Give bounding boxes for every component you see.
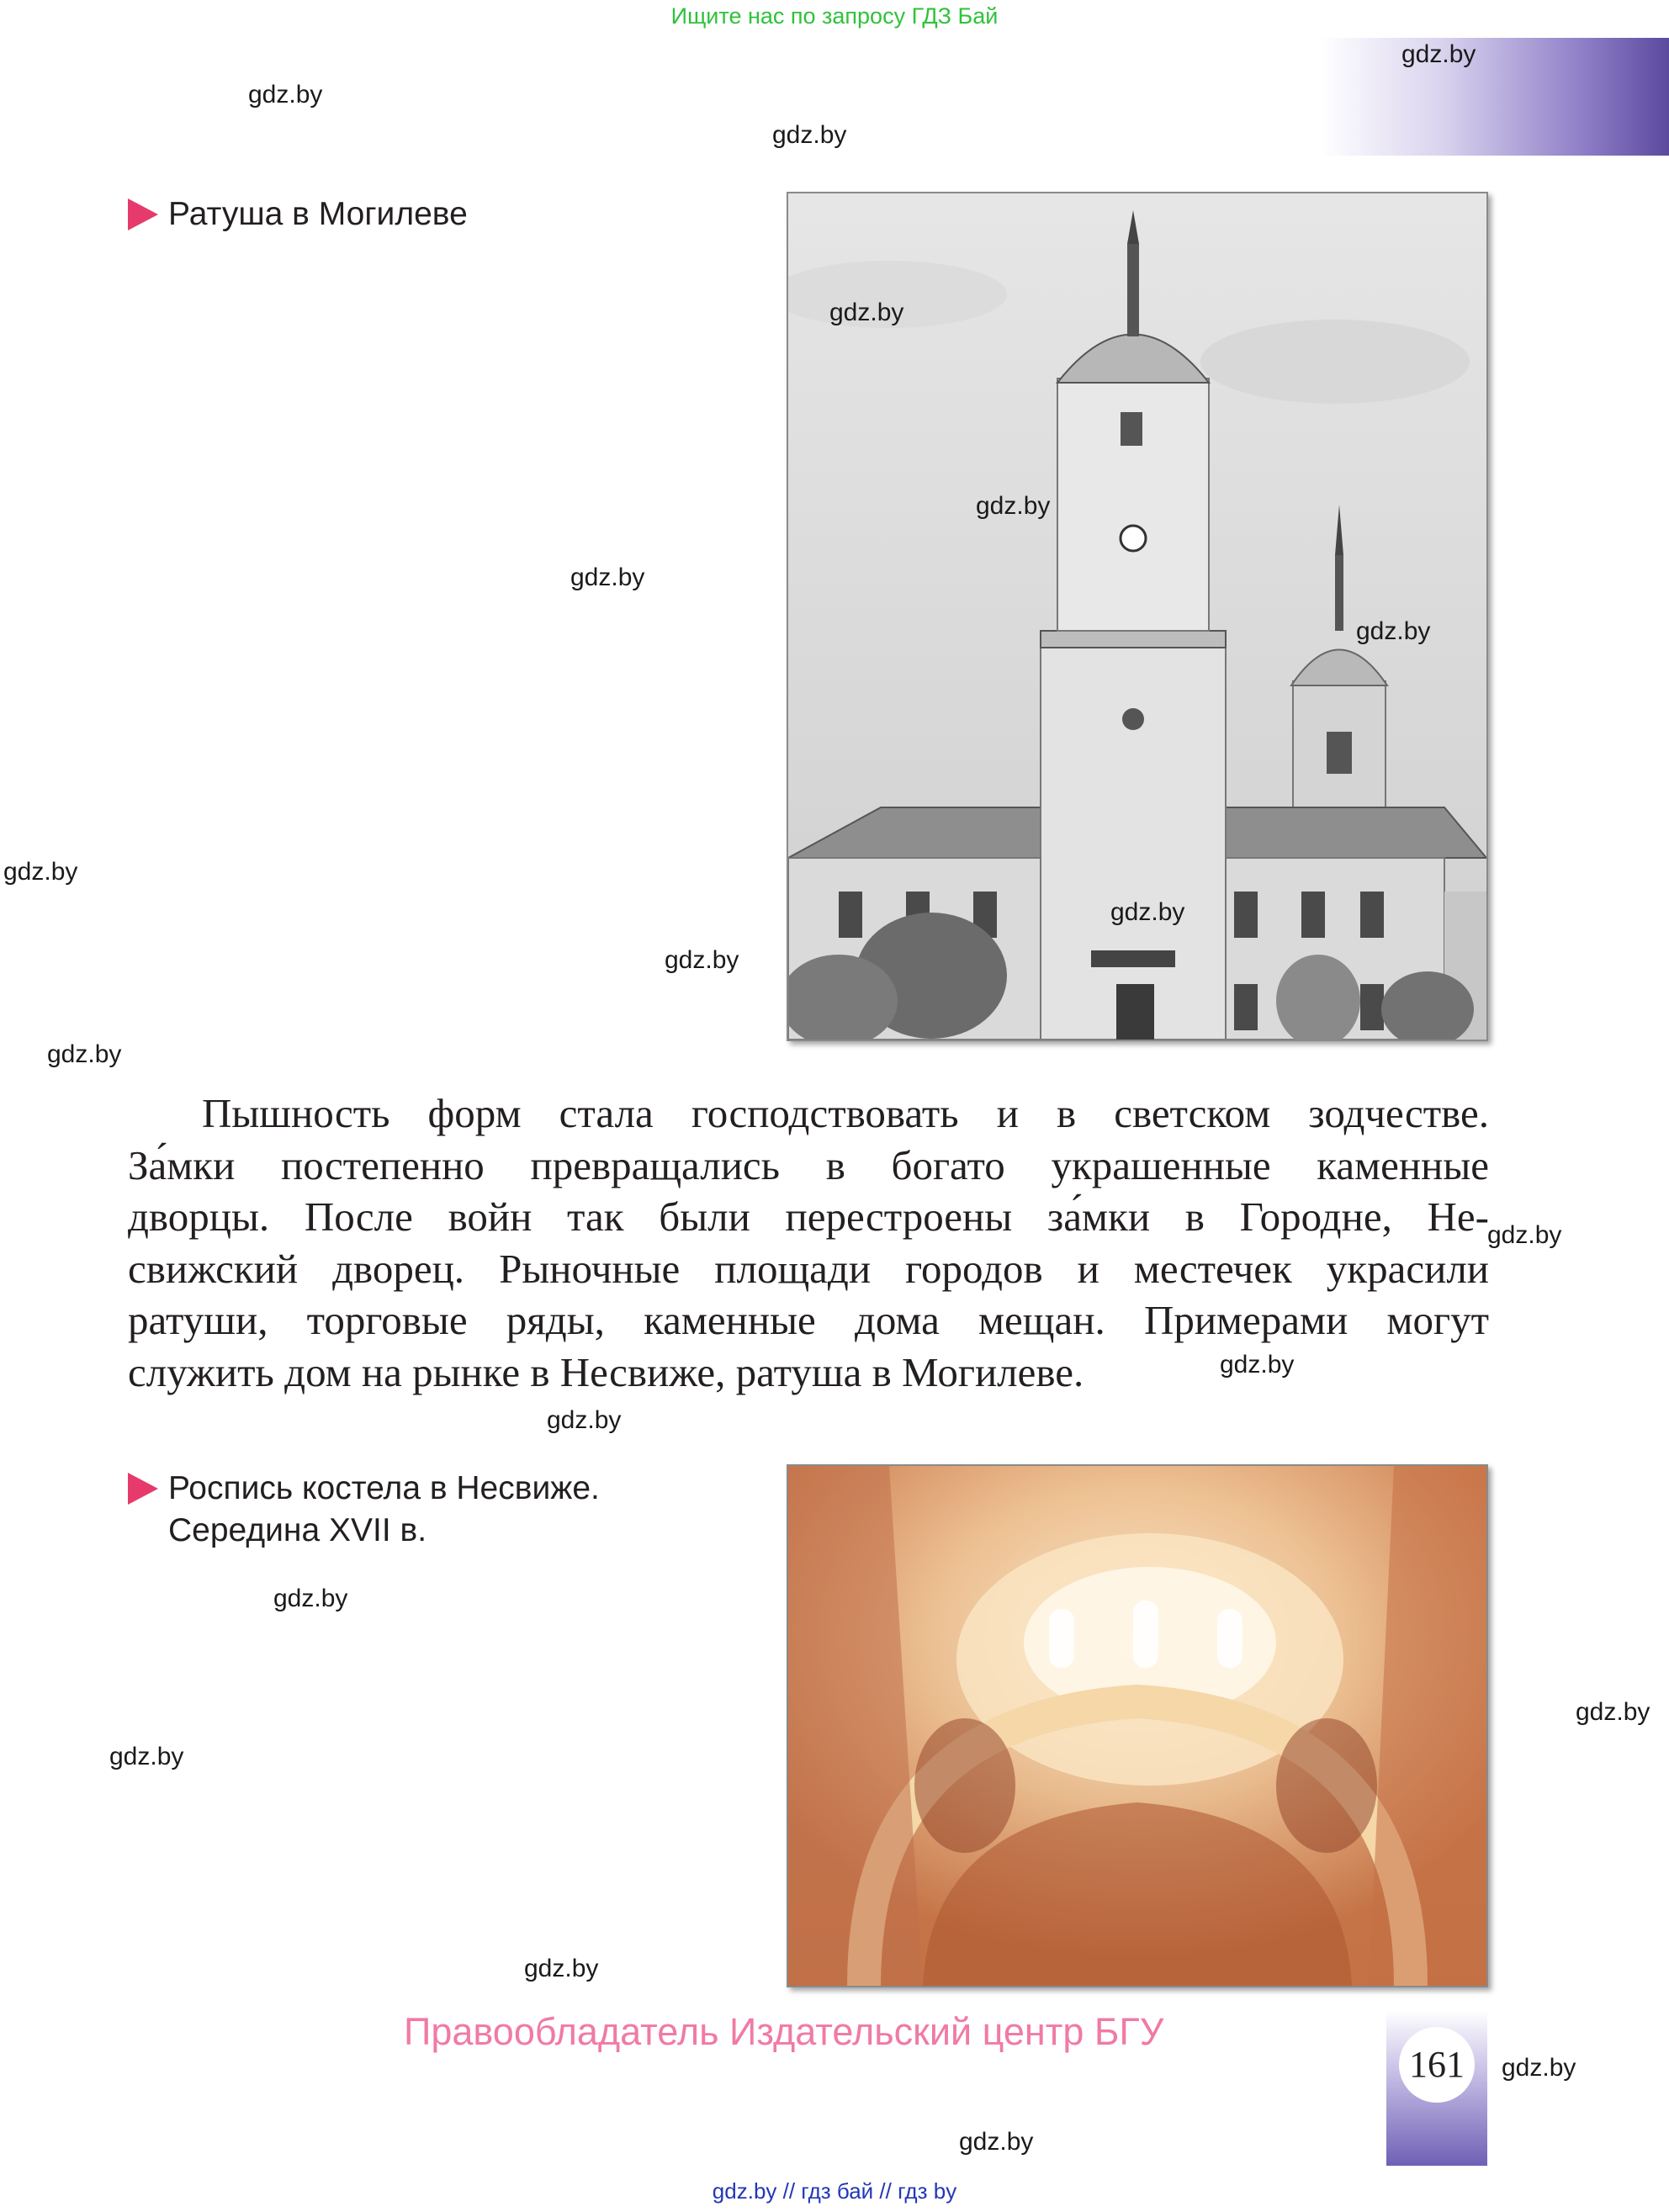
paragraph-line: За́мки постепенно превращались в богато украшенные каменные <box>128 1141 1489 1188</box>
watermark: gdz.by <box>248 81 323 108</box>
caption-line: Середина XVII в. <box>168 1512 427 1548</box>
paragraph-line: ратуши, торговые ряды, каменные дома мещан. Примерами могут <box>128 1297 1489 1343</box>
watermark: gdz.by <box>772 121 847 149</box>
watermark: gdz.by <box>1401 40 1476 68</box>
watermark: gdz.by <box>547 1406 622 1434</box>
paragraph-line: служить дом на рынке в Несвиже, ратуша в Могилеве. <box>128 1348 1084 1395</box>
caption-town-hall: Ратуша в Могилеве <box>168 196 468 232</box>
watermark: gdz.by <box>3 858 78 886</box>
corner-decoration <box>1321 38 1669 156</box>
watermark: gdz.by <box>109 1743 184 1770</box>
church-interior-photo <box>787 1464 1488 1987</box>
watermark: gdz.by <box>1110 898 1185 926</box>
caption-marker-icon <box>128 1473 158 1505</box>
watermark: gdz.by <box>976 492 1051 520</box>
watermark: gdz.by <box>1502 2054 1576 2082</box>
watermark: gdz.by <box>665 946 739 974</box>
church-interior-illustration <box>788 1466 1486 1986</box>
paragraph-line: свижский дворец. Рыночные площади городов и местечек украсили <box>128 1245 1489 1292</box>
top-banner[interactable]: Ищите нас по запросу ГДЗ Бай <box>670 3 999 29</box>
watermark: gdz.by <box>1356 617 1431 645</box>
watermark: gdz.by <box>1576 1698 1650 1726</box>
watermark: gdz.by <box>570 564 645 591</box>
copyright-notice: Правообладатель Издательский центр БГУ <box>404 2010 1164 2053</box>
caption-line: Роспись костела в Несвиже. <box>168 1470 600 1506</box>
watermark: gdz.by <box>273 1585 348 1612</box>
watermark: gdz.by <box>524 1955 599 1982</box>
watermark: gdz.by <box>959 2128 1034 2156</box>
watermark: gdz.by <box>829 299 904 326</box>
watermark: gdz.by <box>1487 1221 1562 1249</box>
bottom-links[interactable]: gdz.by // гдз бай // гдз by <box>712 2178 957 2204</box>
watermark: gdz.by <box>1220 1351 1295 1379</box>
paragraph-line: Пышность форм стала господствовать и в светском зодчестве. <box>202 1090 1489 1136</box>
page-number: 161 <box>1399 2027 1475 2103</box>
watermark: gdz.by <box>47 1040 122 1068</box>
paragraph-line: дворцы. После войн так были перестроены за́мки в Городне, Не- <box>128 1193 1489 1240</box>
caption-marker-icon <box>128 198 158 230</box>
caption-church-painting <box>168 1468 600 1552</box>
